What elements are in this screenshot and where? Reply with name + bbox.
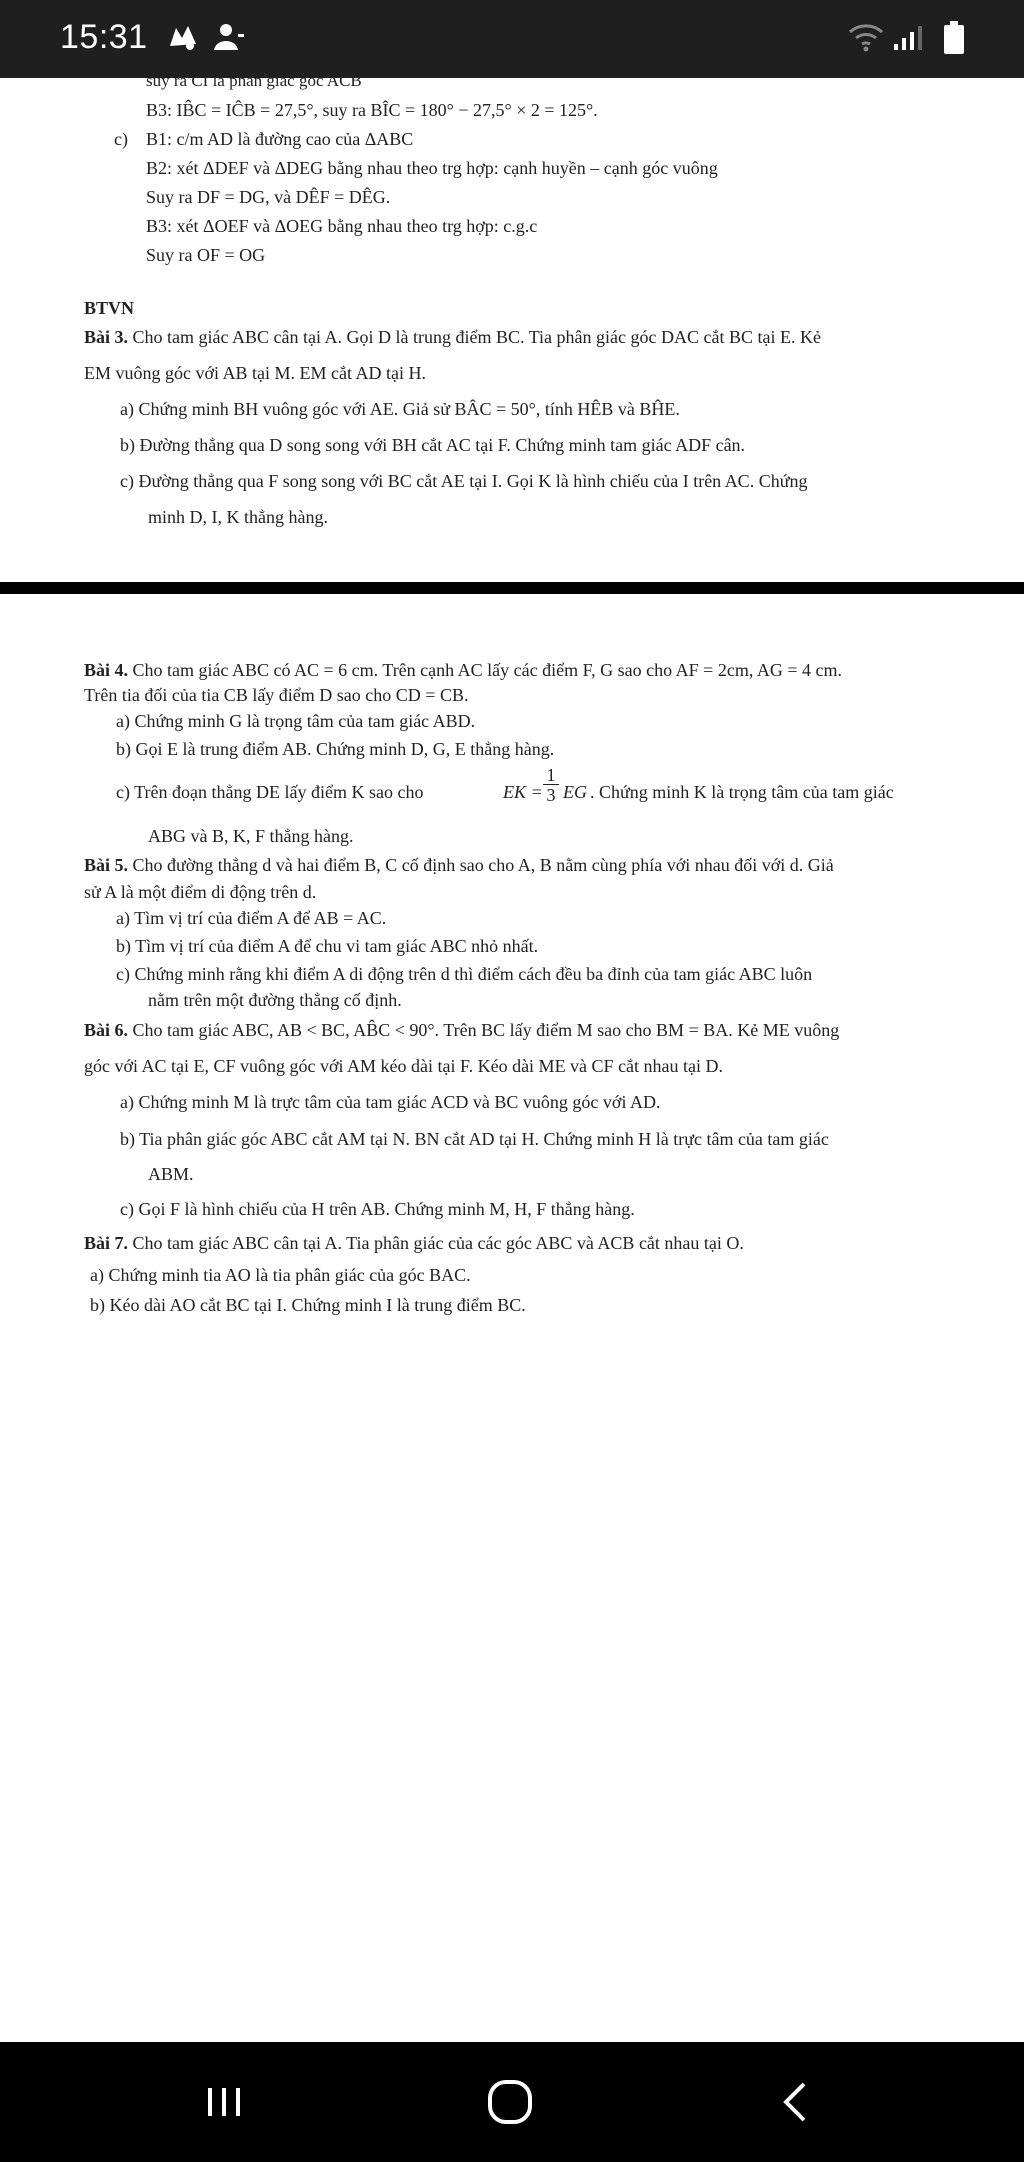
bai4-c-math-left: EK = — [503, 782, 543, 802]
bai4-b: b) Gọi E là trung điểm AB. Chứng minh D, G, E thẳng hàng. — [116, 739, 555, 759]
bai6-b2: ABM. — [148, 1164, 194, 1184]
bai5-line1 — [84, 854, 834, 876]
bai3-c2: minh D, I, K thẳng hàng. — [148, 507, 328, 527]
home-button[interactable] — [480, 2072, 540, 2132]
bai5-c2: nằm trên một đường thẳng cố định. — [148, 990, 402, 1010]
bai3-line1 — [84, 326, 821, 348]
bai5-line2: sử A là một điểm di động trên d. — [84, 882, 317, 902]
c-b3-line: B3: xét ΔOEF và ΔOEG bằng nhau theo trg hợp: c.g.c — [146, 216, 538, 236]
battery-icon — [942, 20, 966, 61]
bai4-line1 — [84, 659, 842, 681]
bai4-c-post: . Chứng minh K là trọng tâm của tam giác — [590, 782, 894, 802]
c-b1-line: B1: c/m AD là đường cao của ΔABC — [146, 129, 414, 149]
bai4-title: Bài 4. — [84, 660, 129, 680]
bai7-line1 — [84, 1232, 744, 1254]
status-time: 15:31 — [60, 18, 148, 56]
bai4-c-frac-den: 3 — [546, 785, 556, 805]
bai7-text1: Cho tam giác ABC cân tại A. Tia phân giác của các góc ABC và ACB cắt nhau tại O. — [132, 1233, 744, 1253]
bai6-title: Bài 6. — [84, 1020, 129, 1040]
bai3-text1: Cho tam giác ABC cân tại A. Gọi D là trung điểm BC. Tia phân giác góc DAC cắt BC tại E. Kẻ — [132, 327, 821, 347]
bai4-c-math-right: EG — [563, 782, 587, 802]
bai6-a: a) Chứng minh M là trực tâm của tam giác ACD và BC vuông góc với AD. — [120, 1092, 661, 1112]
user-notification-icon — [212, 20, 246, 59]
bai7-a: a) Chứng minh tia AO là tia phân giác của góc BAC. — [90, 1265, 471, 1285]
status-bar — [0, 0, 1024, 78]
bai4-line2: Trên tia đối của tia CB lấy điểm D sao cho CD = CB. — [84, 685, 469, 705]
page-divider — [0, 582, 1024, 594]
bai3-title: Bài 3. — [84, 327, 129, 347]
btvn-heading: BTVN — [84, 298, 135, 318]
bai6-text1: Cho tam giác ABC, AB < BC, AB̂C < 90°. Trên BC lấy điểm M sao cho BM = BA. Kẻ ME vuông — [132, 1020, 840, 1040]
game-notification-icon — [166, 20, 200, 59]
bai5-a: a) Tìm vị trí của điểm A để AB = AC. — [116, 908, 387, 928]
bai4-c2: ABG và B, K, F thẳng hàng. — [148, 826, 354, 846]
bai3-line2: EM vuông góc với AB tại M. EM cắt AD tại H. — [84, 363, 426, 383]
back-icon — [766, 2072, 826, 2132]
back-button[interactable] — [766, 2072, 826, 2132]
recent-apps-icon — [194, 2072, 254, 2132]
cut-top-line: suy ra CI là phân giác góc ACB — [146, 71, 362, 90]
bai3-a: a) Chứng minh BH vuông góc với AE. Giả sử BÂC = 50°, tính HÊB và BĤE. — [120, 399, 680, 419]
bai3-b: b) Đường thẳng qua D song song với BH cắt AC tại F. Chứng minh tam giác ADF cân. — [120, 435, 746, 455]
bai4-c-fraction — [543, 766, 559, 805]
bai7-title: Bài 7. — [84, 1233, 129, 1253]
navigation-bar — [0, 2042, 1024, 2162]
bai6-line1 — [84, 1019, 839, 1041]
bai6-line2: góc với AC tại E, CF vuông góc với AM kéo dài tại F. Kéo dài ME và CF cắt nhau tại D. — [84, 1056, 724, 1076]
bai4-c-frac-num: 1 — [546, 765, 556, 785]
c-label: c) — [114, 129, 128, 149]
bai5-text1: Cho đường thẳng d và hai điểm B, C cố định sao cho A, B nằm cùng phía với nhau đối với d. Giả — [132, 855, 834, 875]
wifi-icon — [846, 20, 886, 59]
home-icon — [480, 2072, 540, 2132]
bai5-c1: c) Chứng minh rằng khi điểm A di động trên d thì điểm cách đều ba đỉnh của tam giác ABC luôn — [116, 964, 813, 984]
c-b3-suy-line: Suy ra OF = OG — [146, 245, 266, 265]
signal-icon — [892, 20, 926, 59]
c-b2-line: B2: xét ΔDEF và ΔDEG bằng nhau theo trg hợp: cạnh huyền – cạnh góc vuông — [146, 158, 718, 178]
bai3-c1: c) Đường thẳng qua F song song với BC cắt AE tại I. Gọi K là hình chiếu của I trên AC. Chứng — [120, 471, 808, 491]
bai4-text1: Cho tam giác ABC có AC = 6 cm. Trên cạnh AC lấy các điểm F, G sao cho AF = 2cm, AG = 4 cm. — [132, 660, 842, 680]
bai4-c-pre: c) Trên đoạn thẳng DE lấy điểm K sao cho — [116, 782, 424, 802]
bai6-c: c) Gọi F là hình chiếu của H trên AB. Chứng minh M, H, F thẳng hàng. — [120, 1199, 635, 1219]
b3-prev-line: B3: IB̂C = IĈB = 27,5°, suy ra BÎC = 180° − 27,5° × 2 = 125°. — [146, 100, 598, 120]
bai5-b: b) Tìm vị trí của điểm A để chu vi tam giác ABC nhỏ nhất. — [116, 936, 539, 956]
bai6-b1: b) Tia phân giác góc ABC cắt AM tại N. BN cắt AD tại H. Chứng minh H là trực tâm của tam giác — [120, 1129, 829, 1149]
recent-apps-button[interactable] — [194, 2072, 254, 2132]
bai4-a: a) Chứng minh G là trọng tâm của tam giác ABD. — [116, 711, 476, 731]
bai7-b: b) Kéo dài AO cắt BC tại I. Chứng minh I là trung điểm BC. — [90, 1295, 526, 1315]
bai5-title: Bài 5. — [84, 855, 129, 875]
c-b2-suy-line: Suy ra DF = DG, và DÊF = DÊG. — [146, 187, 391, 207]
